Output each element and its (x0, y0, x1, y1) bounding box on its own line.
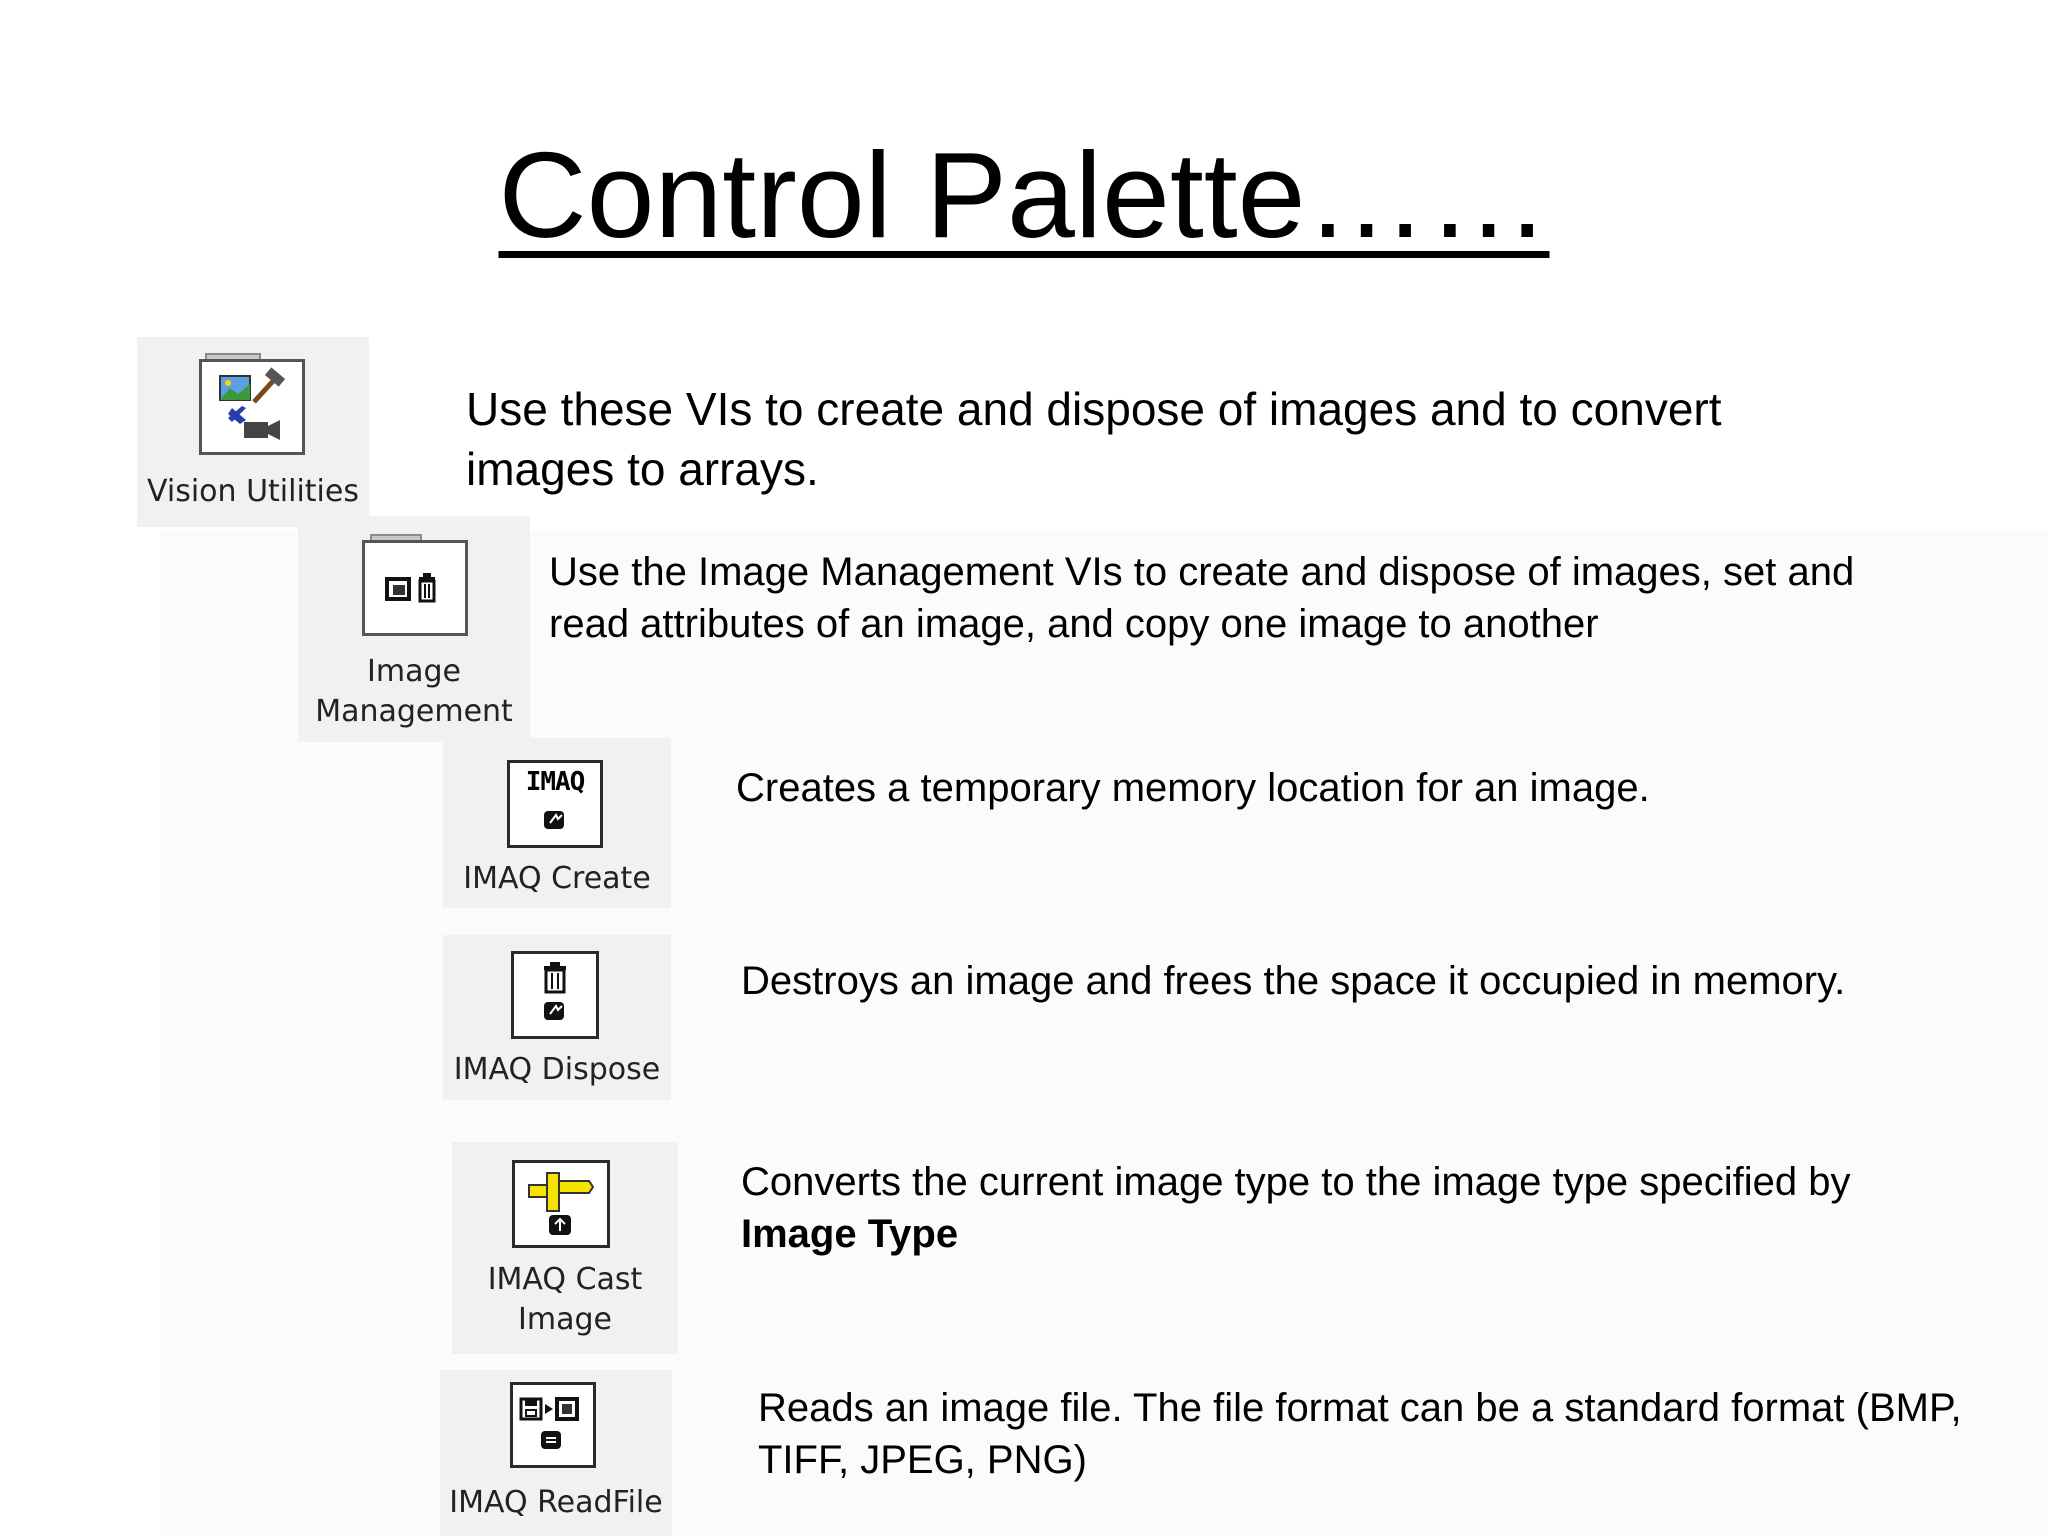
imaq-readfile-caption: IMAQ ReadFile (449, 1485, 663, 1520)
image-type-term: Image Type (741, 1212, 959, 1256)
imaq-dispose-description: Destroys an image and frees the space it occupied in memory. (741, 959, 1846, 1003)
imaq-create-description: Creates a temporary memory location for an image. (736, 766, 1650, 810)
imaq-cast-image-icon (512, 1160, 610, 1248)
image-management-description: Use the Image Management VIs to create and dispose of images, set and read attributes of an image, and copy one image to another (549, 550, 1855, 646)
imaq-readfile-description: Reads an image file. The file format can be a standard format (BMP, TIFF, JPEG, PNG) (758, 1386, 1962, 1482)
slide-title: Control Palette…… (498, 127, 1550, 263)
imaq-create-caption: IMAQ Create (463, 861, 651, 896)
image-management-caption-line2: Management (315, 694, 513, 729)
vision-utilities-icon (199, 359, 305, 455)
imaq-readfile-icon (510, 1382, 596, 1468)
imaq-readfile-tile[interactable] (440, 1370, 672, 1536)
imaq-create-icon-text: IMAQ (525, 767, 585, 797)
vision-utilities-description: Use these VIs to create and dispose of images and to convert images to arrays. (466, 383, 1722, 495)
imaq-dispose-tile[interactable] (443, 935, 671, 1100)
imaq-cast-image-caption-line1: IMAQ Cast (487, 1262, 643, 1297)
imaq-dispose-icon (511, 951, 599, 1039)
imaq-create-tile[interactable] (443, 738, 671, 908)
imaq-dispose-caption: IMAQ Dispose (453, 1052, 661, 1087)
imaq-create-icon (507, 760, 603, 848)
imaq-cast-image-description (741, 1156, 1971, 1260)
imaq-cast-image-tile[interactable] (452, 1142, 678, 1354)
imaq-cast-image-description-text: Converts the current image type to the image type specified by (741, 1160, 1851, 1204)
image-management-caption-line1: Image (367, 654, 461, 689)
imaq-cast-image-caption-line2: Image (518, 1302, 612, 1337)
vision-utilities-caption: Vision Utilities (147, 474, 359, 509)
image-management-tile[interactable] (298, 516, 530, 742)
vision-utilities-tile[interactable] (137, 337, 369, 527)
image-management-icon (362, 540, 468, 636)
